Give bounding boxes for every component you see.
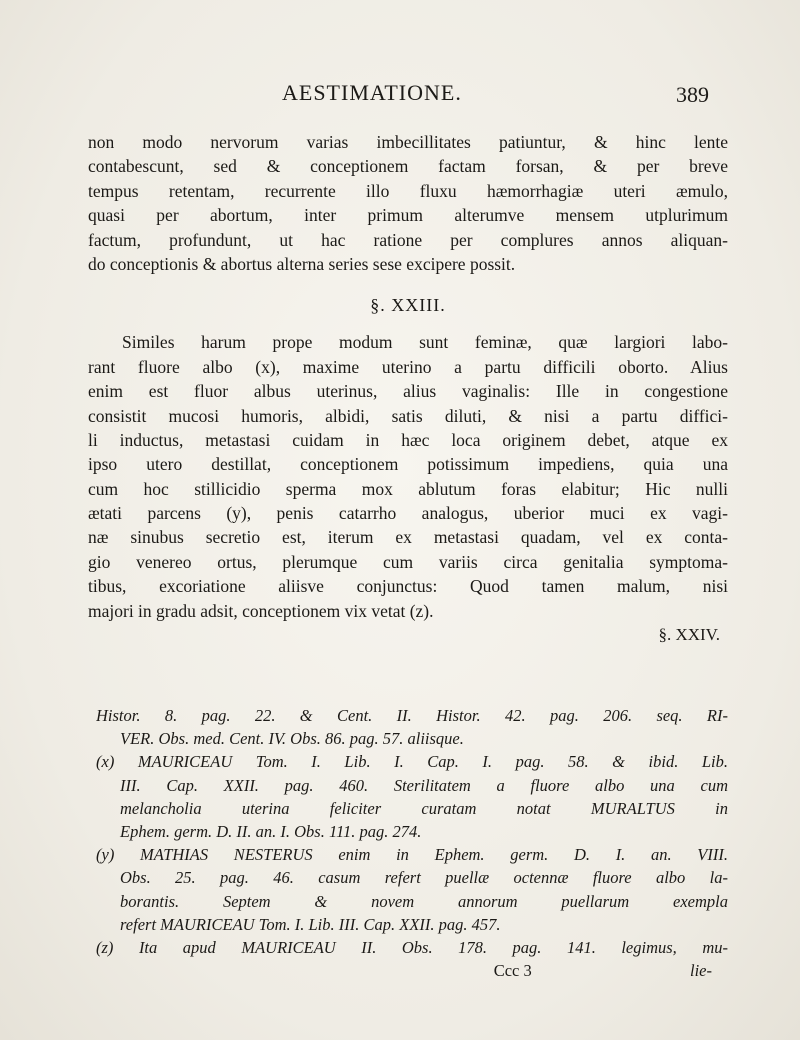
text-line: cum hoc stillicidio sperma mox ablutum foras elabitur; Hic nulli — [88, 478, 728, 499]
text-line: consistit mucosi humoris, albidi, satis diluti, & nisi a partu diffici- — [88, 405, 728, 426]
signature-mark: Ccc 3 — [493, 961, 532, 981]
section-heading-xxiv: §. XXIV. — [658, 625, 720, 645]
footnote-line: borantis. Septem & novem annorum puellarum exempla — [120, 891, 728, 911]
page-header — [0, 80, 800, 120]
catchword: lie- — [690, 961, 712, 981]
footnotes — [96, 704, 728, 982]
section-heading-xxiii: §. XXIII. — [370, 295, 446, 316]
footnote-line: Obs. 25. pag. 46. casum refert puellæ octennæ fluore albo la- — [120, 868, 728, 888]
text-line: li inductus, metastasi cuidam in hæc loca originem debet, atque ex — [88, 429, 728, 450]
paragraph-2 — [88, 330, 728, 623]
footnote-line: (x) MAURICEAU Tom. I. Lib. I. Cap. I. pag. 58. & ibid. Lib. — [96, 752, 728, 772]
paragraph-1 — [88, 130, 728, 276]
text-line: ætati parcens (y), penis catarrho analogus, uberior muci ex vagi- — [88, 503, 728, 524]
footnote-line: refert MAURICEAU Tom. I. Lib. III. Cap. XXII. pag. 457. — [120, 914, 501, 934]
footnote-line: Histor. 8. pag. 22. & Cent. II. Histor. 42. pag. 206. seq. RI- — [96, 706, 728, 725]
text-line: majori in gradu adsit, conceptionem vix vetat (z). — [88, 600, 434, 621]
text-line: contabescunt, sed & conceptionem factam forsan, & per breve — [88, 156, 728, 177]
footnote-line: Ephem. germ. D. II. an. I. Obs. 111. pag. 274. — [120, 821, 422, 841]
text-line: næ sinubus secretio est, iterum ex metastasi quadam, vel ex conta- — [88, 527, 728, 548]
text-line: do conceptionis & abortus alterna series sese excipere possit. — [88, 253, 516, 274]
footnote-line: (y) MATHIAS NESTERUS enim in Ephem. germ. D. I. an. VIII. — [96, 845, 728, 865]
footnote-line: VER. Obs. med. Cent. IV. Obs. 86. pag. 57. aliisque. — [120, 729, 464, 749]
text-line: enim est fluor albus uterinus, alius vaginalis: Ille in congestione — [88, 381, 728, 402]
text-line: quasi per abortum, inter primum alterumve mensem utplurimum — [88, 205, 728, 226]
text-line: non modo nervorum varias imbecillitates patiuntur, & hinc lente — [88, 132, 728, 152]
text-line: gio venereo ortus, plerumque cum variis circa genitalia symptoma- — [88, 551, 728, 572]
text-line: rant fluore albo (x), maxime uterino a partu difficili oborto. Alius — [88, 356, 728, 377]
footnote-line: (z) Ita apud MAURICEAU II. Obs. 178. pag. 141. legimus, mu- — [96, 937, 728, 957]
running-head: AESTIMATIONE. — [282, 80, 462, 105]
footnote-line: III. Cap. XXII. pag. 460. Sterilitatem a fluore albo una cum — [120, 775, 728, 795]
text-line: ipso utero destillat, conceptionem potissimum impediens, quia una — [88, 454, 728, 475]
text-line: tempus retentam, recurrente illo fluxu hæmorrhagiæ uteri æmulo, — [88, 180, 728, 201]
main-text — [88, 130, 728, 647]
text-line: tibus, excoriatione aliisve conjunctus: Quod tamen malum, nisi — [88, 576, 728, 597]
text-line: Similes harum prope modum sunt feminæ, quæ largiori labo- — [122, 332, 728, 353]
footnote-line: melancholia uterina feliciter curatam notat MURALTUS in — [120, 798, 728, 818]
page-number: 389 — [676, 82, 709, 107]
text-line: factum, profundunt, ut hac ratione per complures annos aliquan- — [88, 229, 728, 250]
signature-and-catchword — [96, 959, 728, 982]
